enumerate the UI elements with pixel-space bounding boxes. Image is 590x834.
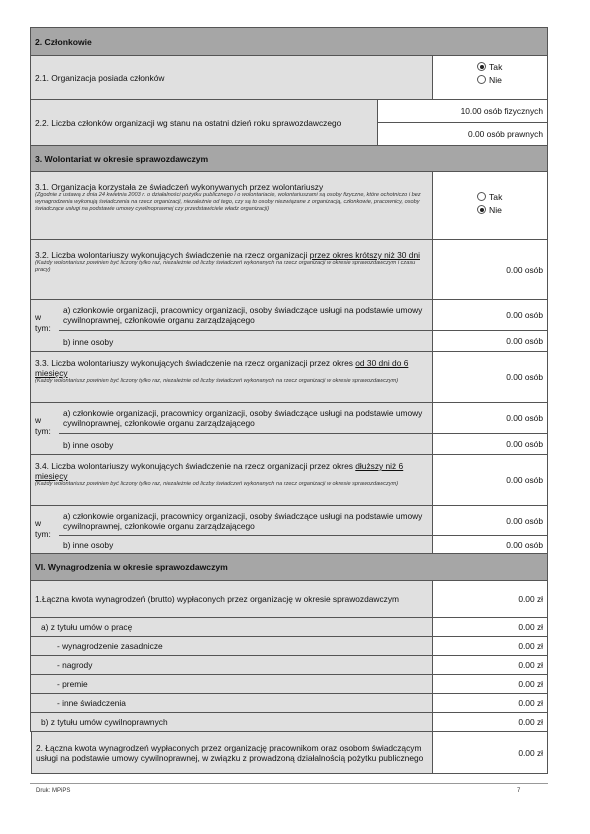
q32-breakdown [31, 300, 432, 352]
wages-row-bonuses [31, 675, 432, 694]
row-label: - inne świadczenia [57, 698, 126, 708]
wages-public-benefit-val: 0.00 zł [518, 747, 543, 758]
q34-title [35, 461, 428, 481]
q33-title [35, 358, 428, 378]
q22-val1: 10.00 osób fizycznych [460, 106, 543, 116]
q34-breakdown [31, 506, 432, 554]
q34-val: 0.00 osób [506, 475, 543, 485]
row-value: 0.00 zł [518, 641, 543, 651]
footer-divider [30, 783, 548, 784]
q21-label [31, 56, 432, 100]
q22-label-text: 2.2. Liczba członków organizacji wg stanu na ostatni dzień roku sprawozdawczego [35, 117, 342, 128]
wages-row-bonuses-value [432, 675, 547, 694]
section-3-header [31, 146, 547, 172]
section-6-header [31, 554, 547, 581]
radio-unchecked-icon[interactable] [477, 192, 486, 201]
q32-label [31, 240, 432, 300]
q33-a-val: 0.00 osób [506, 413, 543, 423]
row-value: 0.00 zł [518, 679, 543, 689]
q21-label-text: 2.1. Organizacja posiada członków [35, 72, 165, 83]
q22-label [31, 100, 377, 146]
q31-label [31, 172, 432, 240]
q32-sub-a-value [432, 300, 547, 331]
q34-sub-a-text: a) członkowie organizacji, pracownicy organizacji, osoby świadczące usługi na podstawie umowy cywilnoprawnej, członkowie organu zarządzającego [63, 510, 423, 531]
q34-note: (Każdy wolontariusz powinien być liczony tylko raz, niezależnie od liczby świadczeń wykonanych na rzecz organizacji w okresie sprawozdawczym) [35, 481, 399, 487]
q21-radio-group [432, 56, 547, 100]
wages-total-label [31, 581, 432, 618]
q33-val: 0.00 osób [506, 372, 543, 382]
q32-title [35, 250, 428, 260]
q32-w-tym: w tym: [35, 312, 51, 333]
row-label: - premie [57, 679, 88, 689]
q33-sub-a-text: a) członkowie organizacji, pracownicy organizacji, osoby świadczące usługi na podstawie umowy cywilnoprawnej, członkowie organu zarządzającego [63, 408, 423, 428]
q34-sub-a [59, 506, 432, 536]
q33-b-val: 0.00 osób [506, 439, 543, 449]
q31-option-yes[interactable] [477, 190, 547, 203]
q31-title: 3.1. Organizacja korzystała ze świadczeń wykonywanych przez wolontariuszy [35, 182, 324, 192]
q34-sub-a-value [432, 506, 547, 536]
q34-label [31, 455, 432, 506]
q32-note: (Każdy wolontariusz powinien być liczony tylko raz, niezależnie od liczby świadczeń wykonanych na rzecz organizacji w okresie sprawozdawczym i czasu pracy) [35, 260, 416, 273]
q32-prefix: 3.2. Liczba wolontariuszy wykonujących świadczenie na rzecz organizacji [35, 250, 310, 260]
radio-checked-icon[interactable] [477, 205, 486, 214]
row-label: - wynagrodzenie zasadnicze [57, 641, 163, 651]
wages-row-employment [31, 618, 432, 637]
q32-sub-a-text: a) członkowie organizacji, pracownicy organizacji, osoby świadczące usługi na podstawie umowy cywilnoprawnej, członkowie organu zarządzającego [63, 305, 423, 325]
section-2-header [31, 28, 547, 56]
wages-row-civil [31, 713, 432, 732]
q32-period: przez okres krótszy niż 30 dni [309, 250, 420, 260]
q22-val2: 0.00 osób prawnych [468, 129, 543, 139]
row-label: - nagrody [57, 660, 93, 670]
q31-note: (Zgodnie z ustawą z dnia 24 kwietnia 2003 r. o działalności pożytku publicznego i o wolontariacie, wolontariuszami są osoby fizyczne, które ochotniczo i bez wynagrodzenia wykonują świadczenia na rzecz organizacji, niezależnie od tego, czy są to osoby niezwiązane z organizacją, członkowie, pracownicy, osoby świadczące usługi na podstawie umowy cywilnoprawnej czy przedstawiciele władz organizacji) [35, 192, 421, 212]
q34-sub-b [59, 536, 432, 554]
q34-period: dłuższy niż 6 miesięcy [35, 461, 404, 481]
q33-note: (Każdy wolontariusz powinien być liczony tylko raz, niezależnie od liczby świadczeń wykonanych na rzecz organizacji w okresie sprawozdawczym) [35, 378, 399, 384]
q33-value [432, 352, 547, 403]
q31-yes-label: Tak [489, 191, 503, 202]
q34-prefix: 3.4. Liczba wolontariuszy wykonujących świadczenie na rzecz organizacji przez okres [35, 461, 356, 471]
q32-sub-a [59, 300, 432, 331]
wages-row-civil-value [432, 713, 547, 732]
section-3-title: 3. Wolontariat w okresie sprawozdawczym [35, 153, 209, 164]
wages-row-other [31, 694, 432, 713]
wages-row-base-value [432, 637, 547, 656]
footer-print-label: Druk: MPiPS [36, 788, 71, 794]
q33-sub-b-value [432, 434, 547, 455]
q34-sub-b-text: b) inne osoby [63, 540, 114, 550]
wages-total-val: 0.00 zł [518, 594, 543, 604]
q32-sub-b-text: b) inne osoby [63, 336, 114, 347]
wages-total-value [432, 581, 547, 618]
row-value: 0.00 zł [518, 660, 543, 670]
q33-prefix: 3.3. Liczba wolontariuszy wykonujących świadczenie na rzecz organizacji przez okres [35, 358, 356, 368]
q33-sub-a-value [432, 403, 547, 434]
q21-no-label: Nie [489, 74, 502, 85]
wages-public-benefit-value [432, 731, 548, 774]
wages-row-other-value [432, 694, 547, 713]
q33-period: od 30 dni do 6 miesięcy [35, 358, 409, 378]
q33-label [31, 352, 432, 403]
q33-w-tym: w tym: [35, 415, 51, 436]
section-2-title: 2. Członkowie [35, 36, 92, 47]
q21-option-no[interactable] [477, 73, 547, 86]
q33-sub-b-text: b) inne osoby [63, 439, 114, 450]
q22-value-legal-persons [377, 123, 547, 146]
q32-val: 0.00 osób [506, 264, 543, 275]
wages-total-text: 1.Łączna kwota wynagrodzeń (brutto) wypłaconych przez organizację w okresie sprawozdawczym [35, 594, 400, 604]
q34-value [432, 455, 547, 506]
q33-sub-b [59, 434, 432, 455]
row-label: a) z tytułu umów o pracę [41, 622, 133, 632]
row-label: b) z tytułu umów cywilnoprawnych [41, 717, 168, 727]
q34-w-tym: w tym: [35, 518, 51, 539]
radio-checked-icon[interactable] [477, 62, 486, 71]
q31-radio-group [432, 172, 547, 240]
q32-sub-b-value [432, 331, 547, 352]
row-value: 0.00 zł [518, 698, 543, 708]
q34-a-val: 0.00 osób [506, 515, 543, 526]
q22-value-natural-persons [377, 100, 547, 123]
section-6-title: VI. Wynagrodzenia w okresie sprawozdawczym [35, 562, 228, 572]
radio-unchecked-icon[interactable] [477, 75, 486, 84]
wages-public-benefit-row [31, 731, 432, 774]
q33-breakdown [31, 403, 432, 455]
q21-option-yes[interactable] [477, 60, 547, 73]
q21-yes-label: Tak [489, 61, 503, 72]
q31-option-no[interactable] [477, 203, 547, 216]
q32-a-val: 0.00 osób [506, 310, 543, 320]
wages-row-base [31, 637, 432, 656]
report-form [30, 27, 548, 732]
q34-b-val: 0.00 osób [506, 539, 543, 550]
q32-b-val: 0.00 osób [506, 336, 543, 346]
footer-page-number: 7 [517, 788, 521, 794]
q34-sub-b-value [432, 536, 547, 554]
wages-public-benefit-text: 2. Łączna kwota wynagrodzeń wypłaconych przez organizację pracownikom oraz osobom świadczącym usługi na podstawie umowy cywilnoprawnej, w związku z prowadzoną działalnością pożytku publicznego [36, 742, 424, 763]
row-value: 0.00 zł [518, 717, 543, 727]
q32-sub-b [59, 331, 432, 352]
wages-row-employment-value [432, 618, 547, 637]
row-value: 0.00 zł [518, 622, 543, 632]
q31-no-label: Nie [489, 204, 502, 215]
wages-row-awards [31, 656, 432, 675]
q33-sub-a [59, 403, 432, 434]
wages-row-awards-value [432, 656, 547, 675]
q32-value [432, 240, 547, 300]
